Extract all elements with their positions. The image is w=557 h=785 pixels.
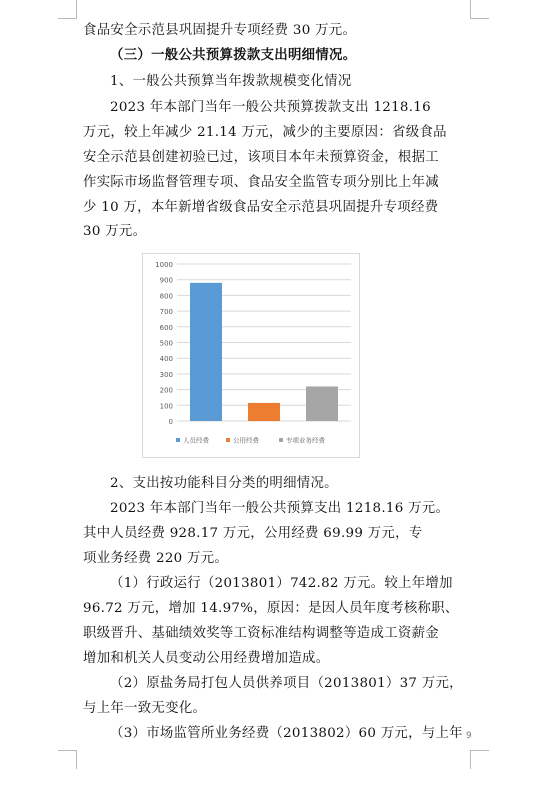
legend-label: 人员经费: [183, 436, 209, 445]
body-line: （2）原盐务局打包人员供养项目（2013801）37 万元，: [110, 676, 463, 691]
body-line: （1）行政运行（2013801）742.82 万元。较上年增加: [110, 576, 453, 591]
body-line: 食品安全示范县巩固提升专项经费 30 万元。: [83, 23, 357, 38]
bar: [248, 403, 280, 421]
y-tick-label: 600: [159, 323, 173, 332]
y-tick-label: 1000: [155, 261, 173, 269]
legend-swatch: [279, 438, 283, 442]
bar: [306, 386, 338, 421]
body-line: 2023 年本部门当年一般公共预算支出 1218.16 万元。: [110, 501, 450, 516]
legend-label: 专项业务经费: [286, 436, 325, 445]
body-line: 职级晋升、基础绩效奖等工资标准结构调整等造成工资薪金: [83, 626, 439, 641]
legend-label: 公用经费: [233, 436, 259, 445]
crop-mark-bottom-left: [58, 750, 77, 769]
body-line: 万元，较上年减少 21.14 万元，减少的主要原因：省级食品: [83, 125, 447, 140]
y-tick-label: 300: [159, 370, 173, 379]
y-tick-label: 200: [159, 386, 173, 395]
legend-swatch: [226, 438, 230, 442]
subsection-heading: 1、一般公共预算当年拨款规模变化情况: [110, 74, 352, 89]
body-line: 项业务经费 220 万元。: [83, 551, 229, 566]
chart-canvas: [143, 254, 359, 457]
body-line: 与上年一致无变化。: [83, 701, 207, 716]
body-line: 96.72 万元，增加 14.97%，原因：是因人员年度考核称职、: [83, 601, 459, 616]
bar-chart: [142, 253, 360, 458]
body-line: 作实际市场监督管理专项、食品安全监管专项分别比上年减: [83, 175, 439, 190]
bar: [190, 283, 222, 421]
crop-mark-top-left: [58, 0, 77, 19]
crop-mark-bottom-right: [470, 750, 489, 769]
body-line: （3）市场监管所业务经费（2013802）60 万元，与上年: [110, 726, 463, 741]
y-tick-label: 500: [159, 339, 173, 348]
section-heading: （三）一般公共预算拨款支出明细情况。: [110, 47, 357, 63]
legend-swatch: [176, 438, 180, 442]
crop-mark-top-right: [470, 0, 489, 19]
body-line: 安全示范县创建初验已过，该项目本年未预算资金，根据工: [83, 150, 439, 165]
y-tick-label: 800: [159, 292, 173, 301]
page-number: 9: [466, 731, 472, 741]
y-tick-label: 700: [159, 308, 173, 317]
body-line: 增加和机关人员变动公用经费增加造成。: [83, 651, 330, 666]
body-line: 少 10 万，本年新增省级食品安全示范县巩固提升专项经费: [83, 200, 439, 215]
y-tick-label: 100: [159, 402, 173, 411]
body-line: 30 万元。: [83, 224, 147, 239]
subsection-heading: 2、支出按功能科目分类的明细情况。: [110, 476, 338, 491]
y-tick-label: 0: [168, 418, 173, 426]
body-line: 其中人员经费 928.17 万元，公用经费 69.99 万元，专: [83, 526, 423, 541]
body-line: 2023 年本部门当年一般公共预算拨款支出 1218.16: [110, 100, 431, 115]
y-tick-label: 900: [159, 276, 173, 285]
y-tick-label: 400: [159, 355, 173, 364]
